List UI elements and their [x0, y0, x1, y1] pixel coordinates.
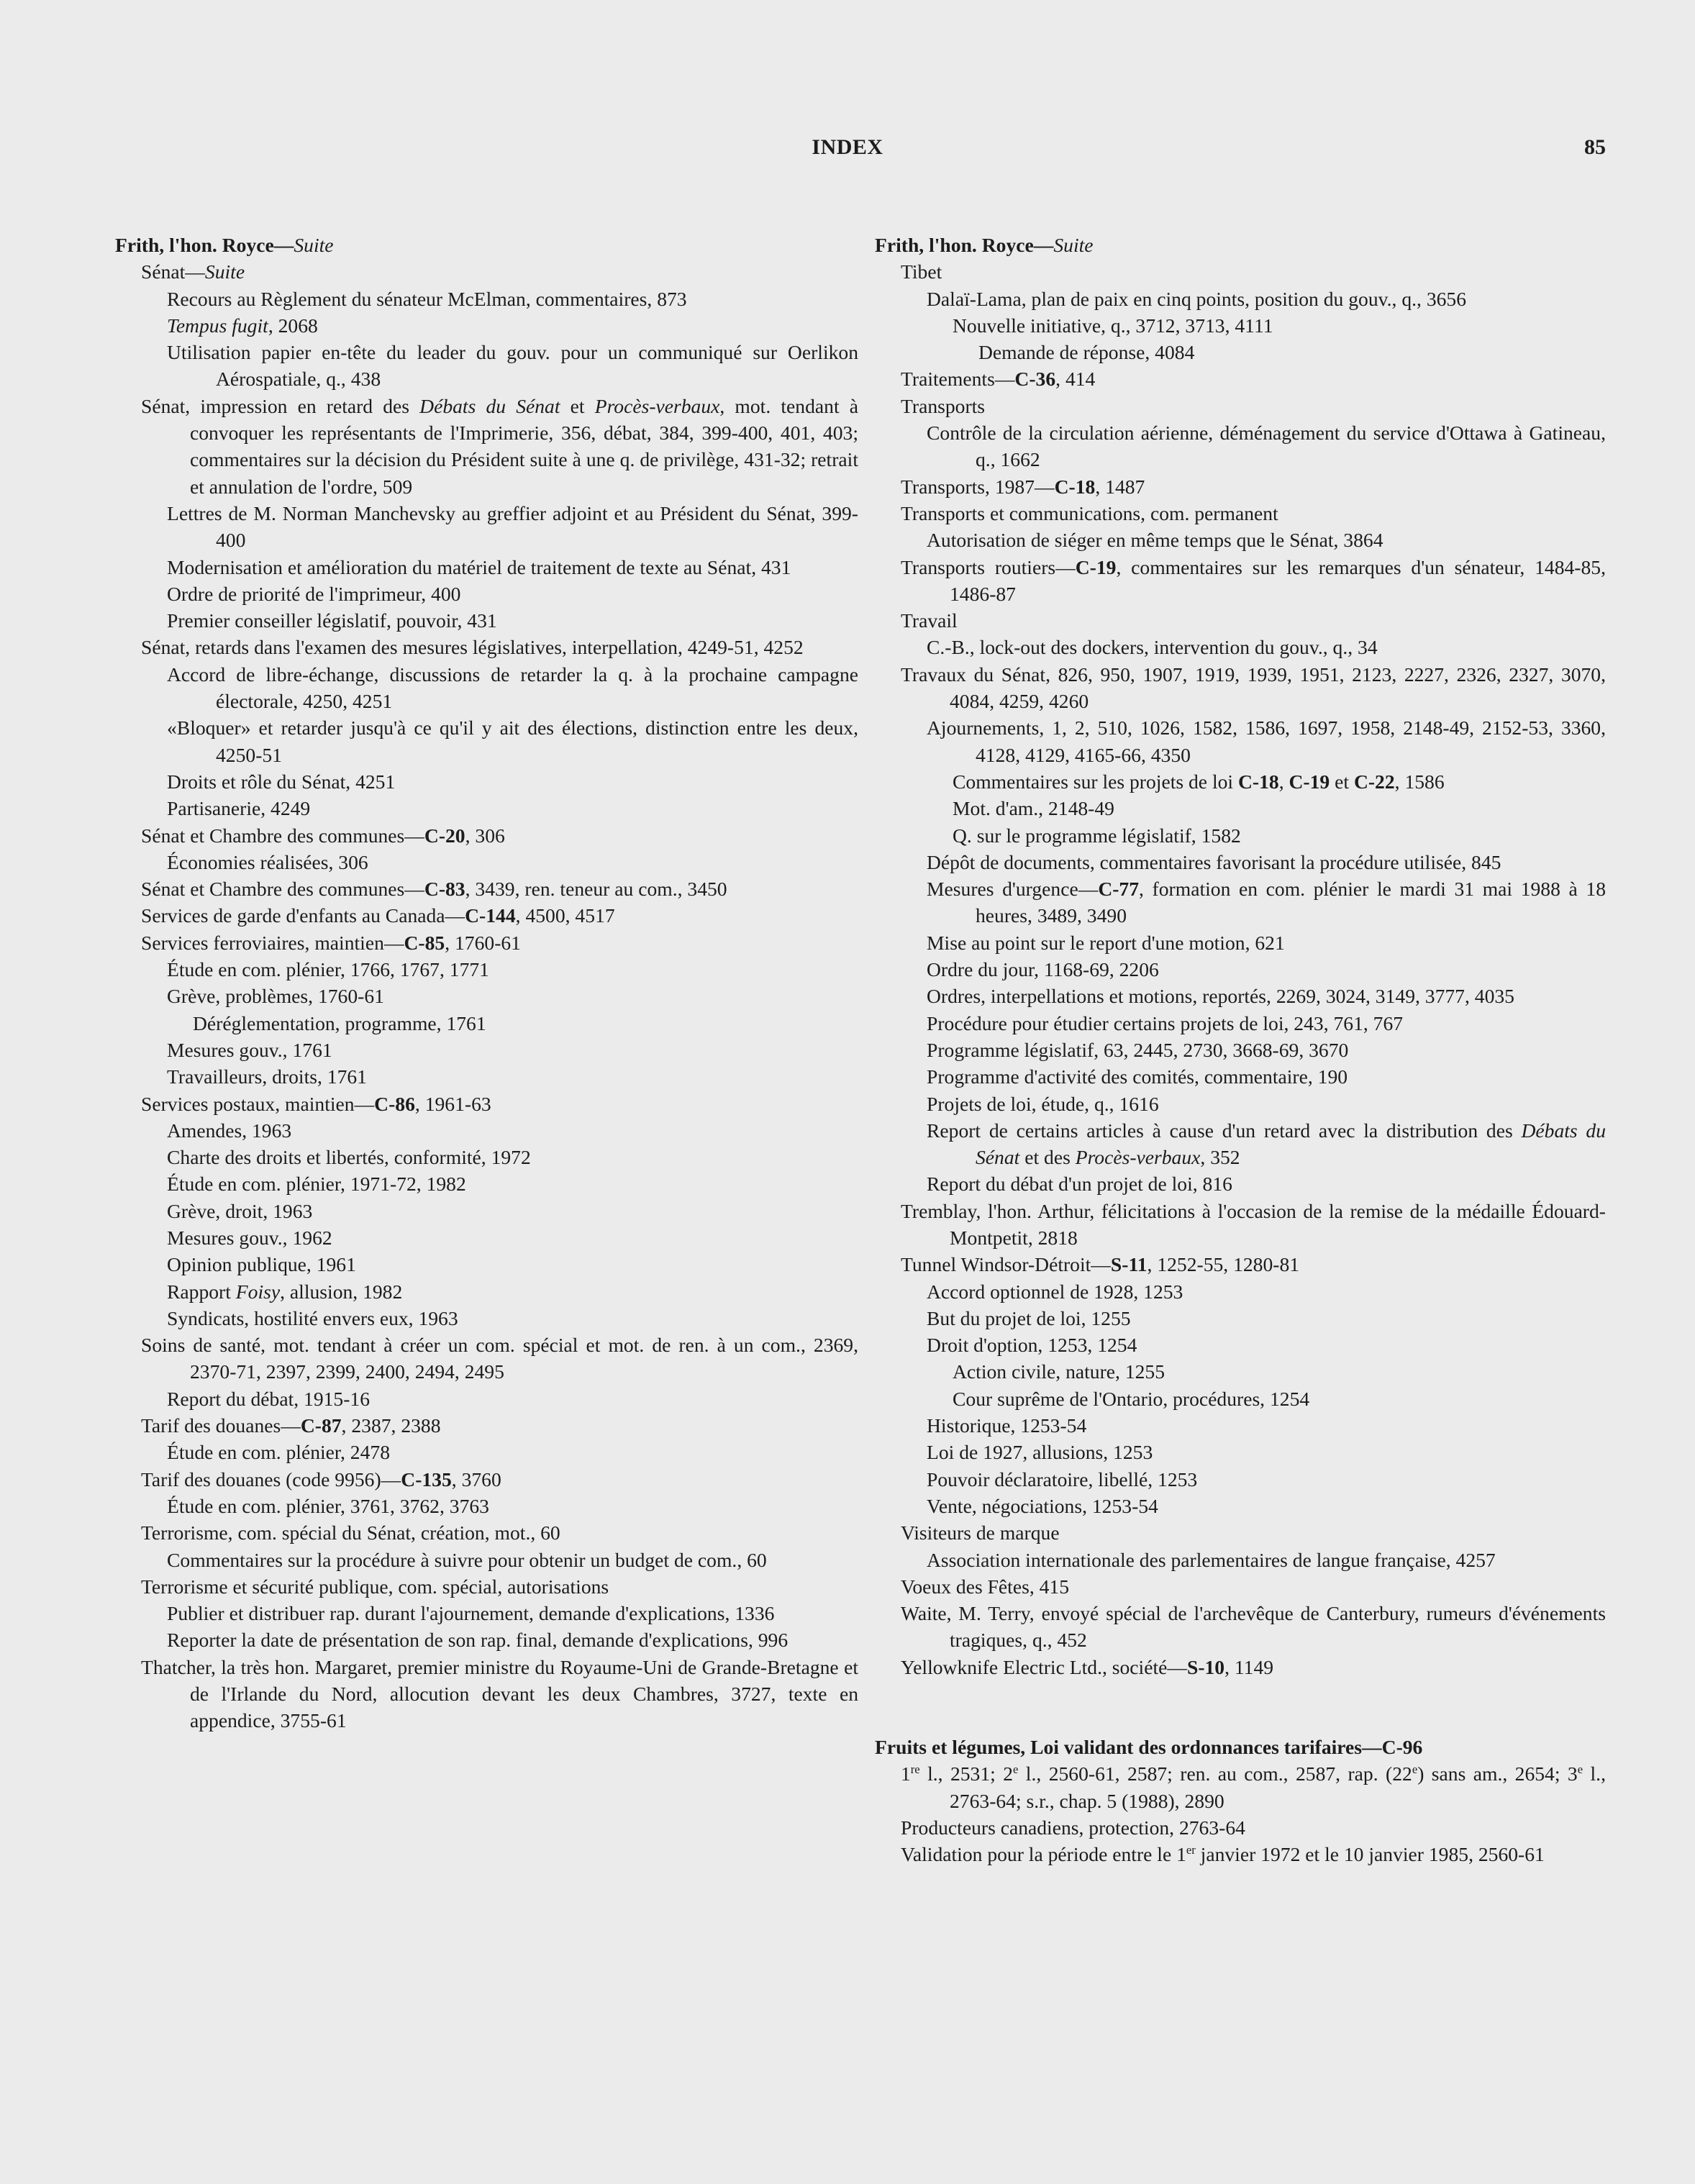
- index-entry: Mesures d'urgence—C-77, formation en com. plénier le mardi 31 mai 1988 à 18 heures, 3489, 3490: [927, 878, 1606, 927]
- index-entry: Commentaires sur la procédure à suivre pour obtenir un budget de com., 60: [167, 1548, 767, 1571]
- index-entry: «Bloquer» et retarder jusqu'à ce qu'il y ait des élections, distinction entre les deux, 4250-51: [167, 716, 858, 766]
- index-entry: Demande de réponse, 4084: [978, 341, 1195, 364]
- index-heading: Fruits et légumes, Loi validant des ordonnances tarifaires—C-96: [875, 1736, 1423, 1759]
- index-entry: Étude en com. plénier, 1971-72, 1982: [167, 1173, 466, 1196]
- index-entry: Étude en com. plénier, 1766, 1767, 1771: [167, 958, 489, 981]
- index-entry: Waite, M. Terry, envoyé spécial de l'archevêque de Canterbury, rumeurs d'événements tragiques, q., 452: [901, 1602, 1606, 1652]
- index-entry: Dépôt de documents, commentaires favorisant la procédure utilisée, 845: [927, 850, 1501, 873]
- index-entry: 1re l., 2531; 2e l., 2560-61, 2587; ren. au com., 2587, rap. (22e) sans am., 2654; 3e l., 2763-64; s.r., chap. 5 (1988), 2890: [901, 1762, 1606, 1812]
- index-entry: Autorisation de siéger en même temps que le Sénat, 3864: [927, 529, 1383, 552]
- index-entry: Historique, 1253-54: [927, 1414, 1087, 1437]
- index-entry: Transports routiers—C-19, commentaires sur les remarques d'un sénateur, 1484-85, 1486-87: [901, 555, 1606, 605]
- index-entry: Travaux du Sénat, 826, 950, 1907, 1919, 1939, 1951, 2123, 2227, 2326, 2327, 3070, 4084, 4259, 4260: [901, 663, 1606, 713]
- index-entry: Sénat—Suite: [141, 260, 245, 283]
- index-entry: Sénat et Chambre des communes—C-20, 306: [141, 824, 505, 847]
- index-entry: Projets de loi, étude, q., 1616: [927, 1092, 1159, 1115]
- index-entry: Modernisation et amélioration du matériel de traitement de texte au Sénat, 431: [167, 555, 791, 578]
- index-entry: Dalaï-Lama, plan de paix en cinq points, position du gouv., q., 3656: [927, 287, 1467, 310]
- index-entry: Syndicats, hostilité envers eux, 1963: [167, 1306, 458, 1329]
- index-entry: Déréglementation, programme, 1761: [193, 1011, 486, 1034]
- index-entry: Publier et distribuer rap. durant l'ajournement, demande d'explications, 1336: [167, 1602, 775, 1625]
- index-entry: Producteurs canadiens, protection, 2763-64: [901, 1816, 1245, 1839]
- index-entry: Utilisation papier en-tête du leader du gouv. pour un communiqué sur Oerlikon Aérospatiale, q., 438: [167, 341, 858, 391]
- index-entry: Tibet: [901, 260, 942, 283]
- index-entry: Tunnel Windsor-Détroit—S-11, 1252-55, 1280-81: [901, 1253, 1300, 1276]
- index-entry: Ordre du jour, 1168-69, 2206: [927, 958, 1159, 981]
- index-entry: Travail: [901, 609, 958, 632]
- index-entry: Soins de santé, mot. tendant à créer un com. spécial et mot. de ren. à un com., 2369, 2370-71, 2397, 2399, 2400, 2494, 2495: [141, 1334, 858, 1383]
- index-entry: Amendes, 1963: [167, 1119, 292, 1142]
- index-entry: Procédure pour étudier certains projets de loi, 243, 761, 767: [927, 1011, 1404, 1034]
- index-entry: Étude en com. plénier, 2478: [167, 1441, 390, 1464]
- index-entry: Programme législatif, 63, 2445, 2730, 3668-69, 3670: [927, 1038, 1349, 1061]
- index-entry: Pouvoir déclaratoire, libellé, 1253: [927, 1468, 1198, 1491]
- index-entry: Action civile, nature, 1255: [953, 1360, 1165, 1383]
- index-entry: Tempus fugit, 2068: [167, 314, 318, 337]
- index-entry: Mise au point sur le report d'une motion, 621: [927, 931, 1285, 954]
- index-entry: Validation pour la période entre le 1er janvier 1972 et le 10 janvier 1985, 2560-61: [901, 1843, 1545, 1866]
- index-entry: Travailleurs, droits, 1761: [167, 1065, 367, 1088]
- index-column-left: [115, 232, 858, 1734]
- index-entry: Nouvelle initiative, q., 3712, 3713, 4111: [953, 314, 1273, 337]
- index-entry: Grève, droit, 1963: [167, 1199, 313, 1222]
- index-entry: Économies réalisées, 306: [167, 850, 368, 873]
- index-entry: But du projet de loi, 1255: [927, 1306, 1131, 1329]
- index-entry: Grève, problèmes, 1760-61: [167, 985, 384, 1008]
- index-entry: Programme d'activité des comités, commentaire, 190: [927, 1065, 1348, 1088]
- index-entry: Terrorisme, com. spécial du Sénat, création, mot., 60: [141, 1521, 560, 1544]
- index-entry: Ordres, interpellations et motions, reportés, 2269, 3024, 3149, 3777, 4035: [927, 985, 1514, 1008]
- index-entry: Accord de libre-échange, discussions de retarder la q. à la prochaine campagne électorale, 4250, 4251: [167, 663, 858, 713]
- index-entry: Tremblay, l'hon. Arthur, félicitations à l'occasion de la remise de la médaille Édouard-Montpetit, 2818: [901, 1199, 1606, 1249]
- index-entry: Sénat, retards dans l'examen des mesures législatives, interpellation, 4249-51, 4252: [141, 636, 804, 659]
- index-entry: Premier conseiller législatif, pouvoir, 431: [167, 609, 497, 632]
- index-entry: Traitements—C-36, 414: [901, 368, 1096, 391]
- index-entry: Mot. d'am., 2148-49: [953, 797, 1114, 820]
- index-entry: Tarif des douanes (code 9956)—C-135, 3760: [141, 1468, 501, 1491]
- index-entry: Yellowknife Electric Ltd., société—S-10, 1149: [901, 1655, 1274, 1678]
- index-entry: Vente, négociations, 1253-54: [927, 1494, 1158, 1517]
- index-entry: Services ferroviaires, maintien—C-85, 1760-61: [141, 931, 521, 954]
- index-entry: Q. sur le programme législatif, 1582: [953, 824, 1241, 847]
- index-entry: Transports, 1987—C-18, 1487: [901, 475, 1145, 498]
- index-entry: Contrôle de la circulation aérienne, déménagement du service d'Ottawa à Gatineau, q., 1662: [927, 422, 1606, 471]
- index-entry: Report de certains articles à cause d'un retard avec la distribution des Débats du Sénat et des Procès-verbaux, 352: [927, 1119, 1606, 1169]
- index-entry: Mesures gouv., 1761: [167, 1038, 332, 1061]
- index-entry: Accord optionnel de 1928, 1253: [927, 1280, 1183, 1303]
- index-entry: Report du débat, 1915-16: [167, 1387, 371, 1410]
- index-entry: Ordre de priorité de l'imprimeur, 400: [167, 582, 461, 605]
- index-entry: Lettres de M. Norman Manchevsky au greffier adjoint et au Président du Sénat, 399-400: [167, 501, 858, 552]
- index-entry: Ajournements, 1, 2, 510, 1026, 1582, 1586, 1697, 1958, 2148-49, 2152-53, 3360, 4128, 4129, 4165-66, 4350: [927, 716, 1606, 766]
- index-entry: Association internationale des parlementaires de langue française, 4257: [927, 1548, 1496, 1571]
- index-entry: Recours au Règlement du sénateur McElman, commentaires, 873: [167, 287, 687, 310]
- index-entry: Étude en com. plénier, 3761, 3762, 3763: [167, 1494, 489, 1517]
- page-number: 85: [1584, 135, 1606, 159]
- index-entry: Opinion publique, 1961: [167, 1253, 356, 1276]
- index-entry: Transports et communications, com. permanent: [901, 501, 1278, 524]
- index-entry: Tarif des douanes—C-87, 2387, 2388: [141, 1414, 441, 1437]
- index-entry: Commentaires sur les projets de loi C-18, C-19 et C-22, 1586: [953, 770, 1445, 793]
- index-entry: Services postaux, maintien—C-86, 1961-63: [141, 1092, 491, 1115]
- index-heading: Frith, l'hon. Royce—Suite: [875, 234, 1094, 256]
- index-entry: Reporter la date de présentation de son rap. final, demande d'explications, 996: [167, 1629, 789, 1652]
- index-entry: Charte des droits et libertés, conformité, 1972: [167, 1146, 531, 1169]
- index-entry: Partisanerie, 4249: [167, 797, 311, 820]
- index-column-right: [875, 232, 1606, 1868]
- index-entry: Droits et rôle du Sénat, 4251: [167, 770, 396, 793]
- index-entry: C.-B., lock-out des dockers, intervention du gouv., q., 34: [927, 636, 1378, 659]
- index-entry: Rapport Foisy, allusion, 1982: [167, 1280, 403, 1303]
- index-heading: Frith, l'hon. Royce—Suite: [115, 234, 334, 256]
- index-entry: Services de garde d'enfants au Canada—C-144, 4500, 4517: [141, 904, 615, 927]
- index-entry: Cour suprême de l'Ontario, procédures, 1254: [953, 1387, 1310, 1410]
- index-entry: Visiteurs de marque: [901, 1521, 1060, 1544]
- page-title: INDEX: [812, 135, 883, 159]
- index-entry: Loi de 1927, allusions, 1253: [927, 1441, 1153, 1464]
- index-entry: Transports: [901, 394, 986, 417]
- index-entry: Thatcher, la très hon. Margaret, premier ministre du Royaume-Uni de Grande-Bretagne et de l'Irlande du Nord, allocution devant les deux Chambres, 3727, texte en appendice, 3755-61: [141, 1655, 858, 1732]
- index-entry: Mesures gouv., 1962: [167, 1226, 332, 1249]
- index-entry: Sénat, impression en retard des Débats du Sénat et Procès-verbaux, mot. tendant à convoquer les représentants de l'Imprimerie, 356, débat, 384, 399-400, 401, 403; commentaires sur la décision du Président suite à une q. de privilège, 431-32; retrait et annulation de l'ordre, 509: [141, 394, 858, 498]
- index-entry: Sénat et Chambre des communes—C-83, 3439, ren. teneur au com., 3450: [141, 878, 727, 901]
- index-entry: Terrorisme et sécurité publique, com. spécial, autorisations: [141, 1575, 609, 1598]
- index-entry: Droit d'option, 1253, 1254: [927, 1334, 1137, 1357]
- index-entry: Voeux des Fêtes, 415: [901, 1575, 1070, 1598]
- section-gap: [875, 1680, 1606, 1734]
- index-entry: Report du débat d'un projet de loi, 816: [927, 1173, 1232, 1196]
